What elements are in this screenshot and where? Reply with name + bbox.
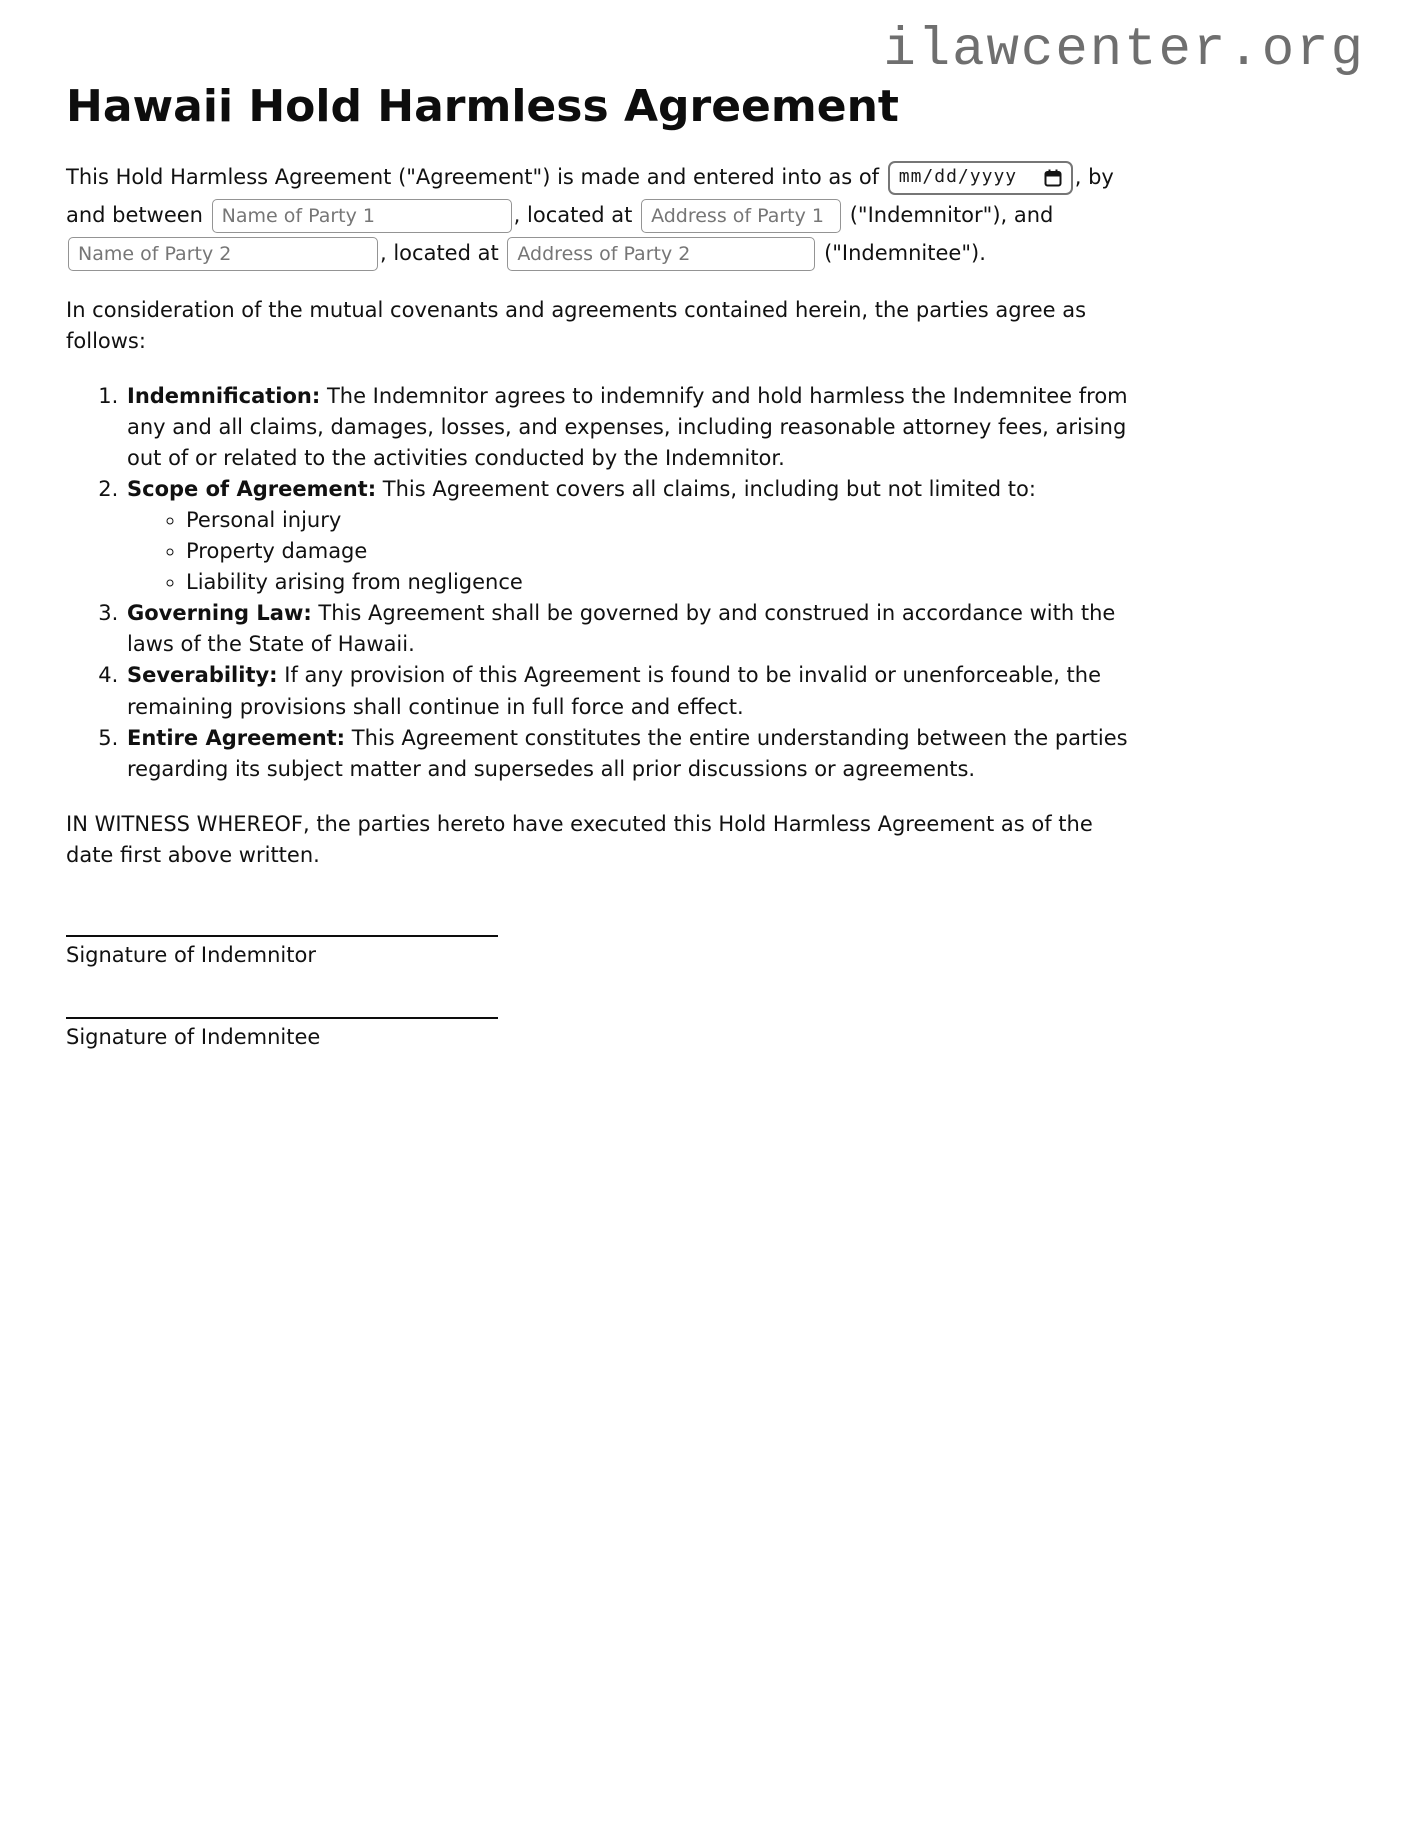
page-header <box>0 0 1411 81</box>
intro-text-4: ("Indemnitor"), and <box>843 202 1054 227</box>
intro-text-2: , by and between <box>66 164 1114 227</box>
clause-text: This Agreement covers all claims, including but not limited to: <box>376 476 1036 501</box>
scope-sub-item: ◦ Liability arising from negligence <box>186 567 1146 598</box>
intro-text-6: ("Indemnitee"). <box>817 240 986 265</box>
clause-label: Entire Agreement: <box>127 725 346 750</box>
intro-text-5: , located at <box>380 240 506 265</box>
party2-name-input[interactable] <box>68 237 378 271</box>
signature-line <box>66 935 498 937</box>
signature-section <box>66 935 1146 1053</box>
signature-label: Signature of Indemnitee <box>66 1025 321 1049</box>
clause-text: The Indemnitor agrees to indemnify and hold harmless the Indemnitee from any and all claims, damages, losses, and expenses, including reasonable attorney fees, arising out of or related to the activities conducted by the Indemnitor. <box>127 383 1128 470</box>
clause-item <box>125 381 1146 474</box>
clause-text: If any provision of this Agreement is found to be invalid or unenforceable, the remaining provisions shall continue in full force and effect. <box>127 663 1102 719</box>
scope-sub-list <box>127 505 1146 598</box>
clause-item <box>125 723 1146 785</box>
clause-label: Indemnification: <box>127 383 321 408</box>
calendar-icon[interactable] <box>1043 168 1063 188</box>
clause-text: This Agreement shall be governed by and construed in accordance with the laws of the State of Hawaii. <box>127 601 1116 657</box>
date-placeholder: mm/dd/yyyy <box>898 166 1018 188</box>
witness-paragraph: IN WITNESS WHEREOF, the parties hereto have executed this Hold Harmless Agreement as of the date first above written. <box>66 811 1093 867</box>
clause-label: Scope of Agreement: <box>127 476 377 501</box>
clauses-list <box>66 381 1146 785</box>
intro-text-3: , located at <box>513 202 640 227</box>
intro-paragraph <box>66 159 1146 273</box>
scope-sub-item: ◦ Personal injury <box>186 505 1146 536</box>
clause-label: Governing Law: <box>127 601 312 626</box>
page-title: Hawaii Hold Harmless Agreement <box>66 81 899 132</box>
scope-sub-item: ◦ Property damage <box>186 536 1146 567</box>
date-input[interactable] <box>888 161 1073 195</box>
party1-name-input[interactable] <box>212 199 512 233</box>
party1-address-input[interactable] <box>641 199 841 233</box>
signature-line <box>66 1017 498 1019</box>
intro-text-1: This Hold Harmless Agreement ("Agreement") is made and entered into as of <box>66 164 886 189</box>
brand-logo: ilawcenter.org <box>883 20 1365 81</box>
party2-address-input[interactable] <box>507 237 815 271</box>
clause-label: Severability: <box>127 663 278 688</box>
clause-item <box>125 598 1146 660</box>
signature-block-indemnitor <box>66 935 1146 971</box>
document-body <box>66 159 1146 1053</box>
signature-block-indemnitee <box>66 1017 1146 1053</box>
clause-item <box>125 660 1146 722</box>
clause-text: This Agreement constitutes the entire understanding between the parties regarding its subject matter and supersedes all prior discussions or agreements. <box>127 725 1128 781</box>
clause-item <box>125 474 1146 598</box>
signature-label: Signature of Indemnitor <box>66 942 316 967</box>
consideration-paragraph: In consideration of the mutual covenants and agreements contained herein, the parties agree as follows: <box>66 297 1087 353</box>
